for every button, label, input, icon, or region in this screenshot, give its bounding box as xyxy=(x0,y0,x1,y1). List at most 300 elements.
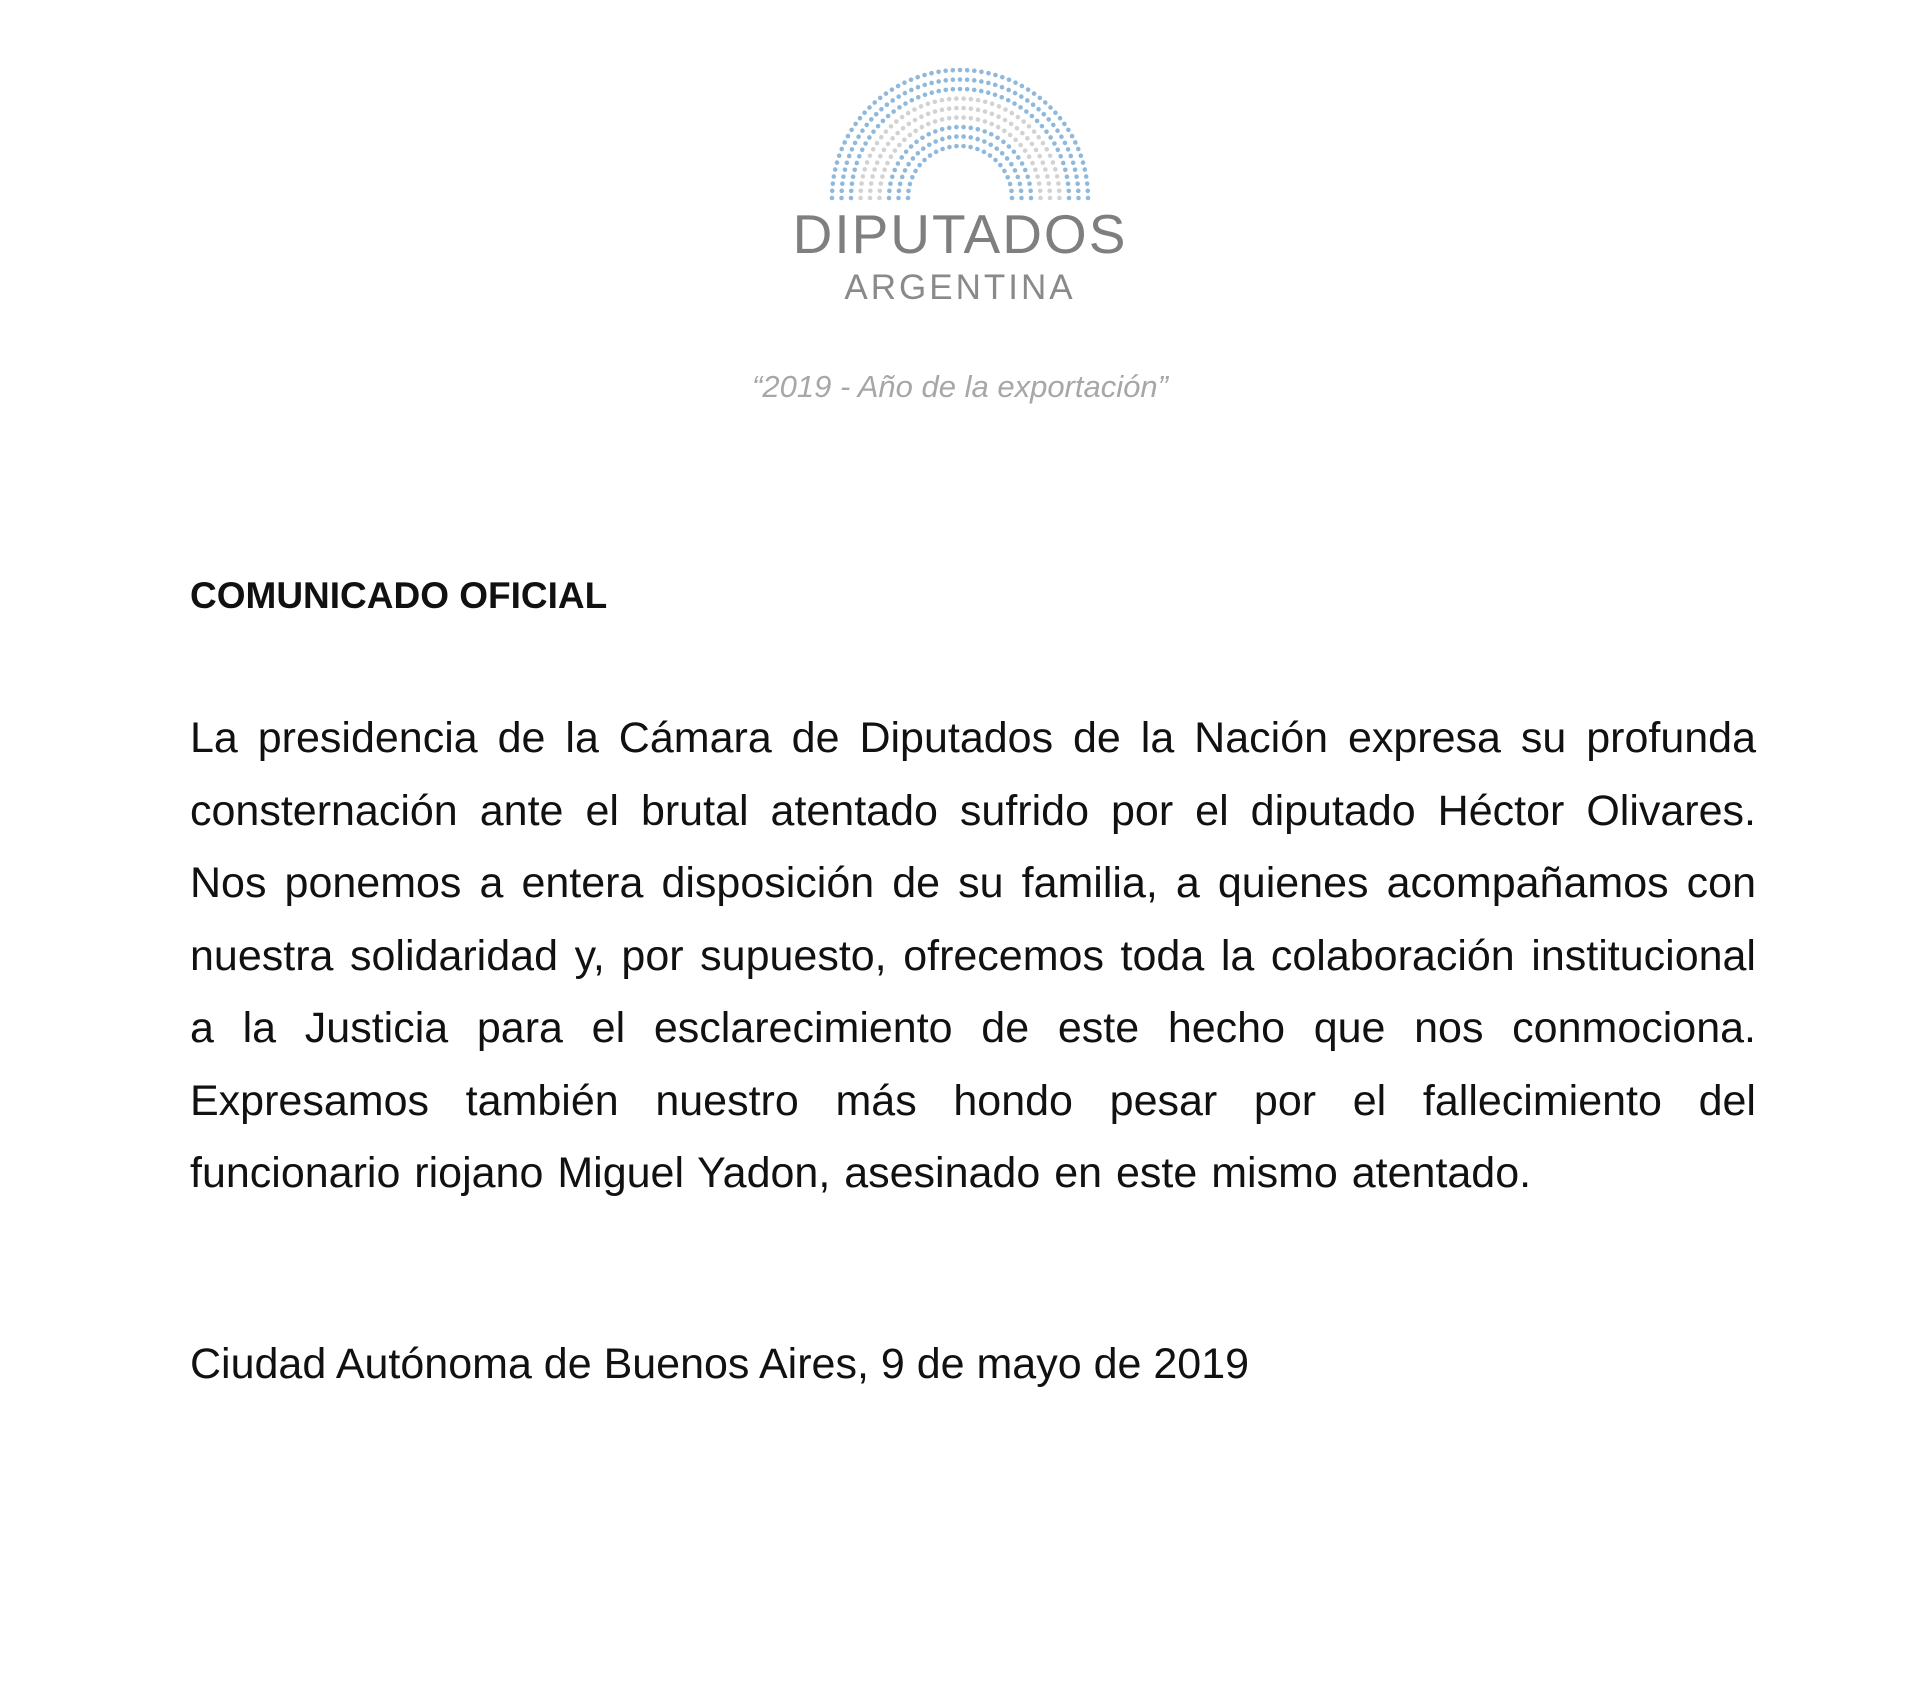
logo-dot xyxy=(965,87,970,92)
logo-dot xyxy=(887,196,892,201)
logo-dot xyxy=(1051,160,1056,165)
logo-dot xyxy=(990,112,995,117)
logo-dot xyxy=(868,196,873,201)
logo-dot xyxy=(1037,154,1042,159)
logo-dot xyxy=(1021,119,1026,124)
logo-dot xyxy=(988,153,993,158)
hemicycle-dots-icon xyxy=(820,62,1100,202)
logo-dot xyxy=(882,148,887,153)
logo-dot xyxy=(841,174,846,179)
logo-dot xyxy=(1007,144,1012,149)
logo-dot xyxy=(1058,154,1063,159)
logo-dot xyxy=(926,102,931,107)
logo-dot xyxy=(849,128,854,133)
logo-dot xyxy=(852,167,857,172)
logo-dot xyxy=(906,111,911,116)
logo-dot xyxy=(902,138,907,143)
logo-dot xyxy=(1000,151,1005,156)
logo-dot xyxy=(1010,111,1015,116)
logo-dot xyxy=(858,188,863,193)
logo-dot xyxy=(919,114,924,119)
logo-dot xyxy=(1066,181,1071,186)
logo-dot xyxy=(1048,135,1053,140)
logo-dot xyxy=(897,143,902,148)
logo-dot xyxy=(902,80,907,85)
logo-dot xyxy=(1035,119,1040,124)
logo-dot xyxy=(916,151,921,156)
logo-dot xyxy=(983,109,988,114)
logo-dot xyxy=(988,142,993,147)
logo-dot xyxy=(965,68,970,73)
logo-dot xyxy=(1032,129,1037,134)
logo-dot xyxy=(874,112,879,117)
logo-dot xyxy=(896,84,901,89)
logo-dot xyxy=(1002,129,1007,134)
logo-dot xyxy=(862,167,867,172)
logo-dot xyxy=(1002,169,1007,174)
logo-dot xyxy=(877,196,882,201)
logo-dot xyxy=(1067,196,1072,201)
logo-dot xyxy=(890,98,895,103)
logo-dot xyxy=(876,124,881,129)
logo-dot xyxy=(969,106,974,111)
document-content xyxy=(190,574,1756,1394)
logo-dot xyxy=(1081,160,1086,165)
logo-dot xyxy=(933,129,938,134)
logo-dot xyxy=(976,127,981,132)
logo-dot xyxy=(896,161,901,166)
logo-dot xyxy=(839,147,844,152)
logo-dot xyxy=(922,83,927,88)
logo-dot xyxy=(884,129,889,134)
logo-dot xyxy=(1003,118,1008,123)
logo-dot xyxy=(875,160,880,165)
logo-dot xyxy=(860,128,865,133)
logo-dot xyxy=(891,109,896,114)
logo-dot xyxy=(1026,87,1031,92)
logo-dot xyxy=(909,88,914,93)
logo-dot xyxy=(1035,174,1040,179)
logo-dot xyxy=(872,100,877,105)
logo-dot xyxy=(929,71,934,76)
logo-dot xyxy=(920,135,925,140)
logo-dot xyxy=(1034,148,1039,153)
logo-dot xyxy=(1076,196,1081,201)
logo-dot xyxy=(1016,115,1021,120)
logo-dot xyxy=(878,181,883,186)
logo-dot xyxy=(914,140,919,145)
logo-dot xyxy=(895,131,900,136)
logo-dot xyxy=(867,105,872,110)
logo-dot xyxy=(1025,98,1030,103)
logo-dot xyxy=(885,102,890,107)
logo-dot xyxy=(1027,181,1032,186)
logo-dot xyxy=(922,158,927,163)
logo-dot xyxy=(842,140,847,145)
logo-dot xyxy=(1025,136,1030,141)
logo-dot xyxy=(900,175,905,180)
logo-dot xyxy=(1037,181,1042,186)
logo-dot xyxy=(996,114,1001,119)
logo-dot xyxy=(986,71,991,76)
logo-dot xyxy=(1073,167,1078,172)
logo-dot xyxy=(1009,162,1014,167)
logo-dot xyxy=(1048,105,1053,110)
logo-dot xyxy=(910,175,915,180)
logo-dot xyxy=(1074,174,1079,179)
logo-dot xyxy=(1025,174,1030,179)
logo-dot xyxy=(830,189,835,194)
logo-dot xyxy=(968,135,973,140)
logo-dot xyxy=(894,119,899,124)
document-body: La presidencia de la Cámara de Diputados de la Nación expresa su profunda consternación ante el brutal atentado sufrido por el diputado Héctor Olivares. Nos ponemos a entera disposición de su familia, a quienes acompañamos con nuestra solidaridad y, por supuesto, ofrecemos toda la colaboración institucional a la Justicia para el esclarecimiento de este hecho que nos conmociona. Expresamos también nuestro más hondo pesar por el fallecimiento del funcionario riojano Miguel Yadon, asesinado en este mismo atentado. xyxy=(190,714,1756,1197)
logo-dot xyxy=(839,196,844,201)
logo-dot xyxy=(1032,91,1037,96)
logo-dot xyxy=(1085,181,1090,186)
logo-dot xyxy=(912,107,917,112)
logo-dot xyxy=(1030,114,1035,119)
logo-dot xyxy=(885,161,890,166)
logo-dot xyxy=(890,136,895,141)
brand-name: DIPUTADOS xyxy=(792,203,1128,265)
logo-dot xyxy=(1051,123,1056,128)
logo-dot xyxy=(1066,147,1071,152)
logo-dot xyxy=(908,182,913,187)
logo-dot xyxy=(1056,181,1061,186)
logo-dot xyxy=(1006,98,1011,103)
logo-dot xyxy=(1033,167,1038,172)
logo-dot xyxy=(1020,131,1025,136)
logo-dot xyxy=(958,87,963,92)
logo-dot xyxy=(1065,174,1070,179)
logo-dot xyxy=(879,107,884,112)
logo-dot xyxy=(940,98,945,103)
logo-dot xyxy=(864,123,869,128)
logo-dot xyxy=(965,77,970,82)
logo-dot xyxy=(995,135,1000,140)
logo-dot xyxy=(1055,174,1060,179)
logo-dot xyxy=(906,196,911,201)
logo-dot xyxy=(997,104,1002,109)
logo-dot xyxy=(858,116,863,121)
logo-dot xyxy=(867,135,872,140)
place-date: Ciudad Autónoma de Buenos Aires, 9 de mayo de 2019 xyxy=(190,1339,1250,1388)
year-motto: “2019 - Año de la exportación” xyxy=(752,369,1168,404)
logo-dot xyxy=(1040,124,1045,129)
logo-dot xyxy=(859,181,864,186)
logo-dot xyxy=(861,174,866,179)
logo-dot xyxy=(1059,134,1064,139)
logo-dot xyxy=(982,150,987,155)
logo-dot xyxy=(1086,189,1091,194)
logo-dot xyxy=(983,99,988,104)
logo-dot xyxy=(969,97,974,102)
logo-dot xyxy=(913,118,918,123)
logo-dot xyxy=(1019,189,1024,194)
logo-dot xyxy=(853,141,858,146)
logo-dot xyxy=(871,129,876,134)
logo-dot xyxy=(1031,102,1036,107)
logo-dot xyxy=(1019,94,1024,99)
logo-dot xyxy=(1071,160,1076,165)
document-title: COMUNICADO OFICIAL xyxy=(190,575,608,616)
logo-dot xyxy=(845,160,850,165)
logo-dot xyxy=(843,167,848,172)
logo-dot xyxy=(1086,196,1091,201)
logo-dot xyxy=(869,181,874,186)
logo-dot xyxy=(1082,167,1087,172)
logo-dot xyxy=(909,77,914,82)
logo-dot xyxy=(1079,153,1084,158)
logo-dot xyxy=(1015,175,1020,180)
logo-dot xyxy=(986,81,991,86)
logo-dot xyxy=(1023,148,1028,153)
logo-dot xyxy=(868,188,873,193)
logo-dot xyxy=(961,134,966,139)
logo-dot xyxy=(893,148,898,153)
logo-dot xyxy=(943,69,948,74)
logo-dot xyxy=(947,126,952,131)
logo-dot xyxy=(920,125,925,130)
logo-dot xyxy=(886,142,891,147)
logo-dot xyxy=(911,156,916,161)
logo-dot xyxy=(1066,128,1071,133)
logo-dot xyxy=(835,160,840,165)
logo-dot xyxy=(1005,175,1010,180)
logo-dot xyxy=(1015,126,1020,131)
logo-dot xyxy=(951,68,956,73)
logo-dot xyxy=(1018,105,1023,110)
logo-dot xyxy=(1012,149,1017,154)
logo-dot xyxy=(1009,189,1014,194)
logo-dot xyxy=(862,110,867,115)
logo-dot xyxy=(892,168,897,173)
logo-dot xyxy=(936,89,941,94)
logo-dot xyxy=(947,116,952,121)
logo-dot xyxy=(865,160,870,165)
logo-dot xyxy=(840,181,845,186)
logo-dot xyxy=(951,77,956,82)
logo-dot xyxy=(940,117,945,122)
logo-dot xyxy=(870,174,875,179)
logo-dot xyxy=(880,174,885,179)
logo-dot xyxy=(1016,155,1021,160)
logo-dot xyxy=(863,141,868,146)
logo-dot xyxy=(1066,189,1071,194)
logo-dot xyxy=(1003,107,1008,112)
logo-dot xyxy=(990,102,995,107)
logo-dot xyxy=(878,96,883,101)
logo-dot xyxy=(929,81,934,86)
logo-dot xyxy=(856,134,861,139)
logo-dot xyxy=(1018,143,1023,148)
logo-dot xyxy=(993,73,998,78)
logo-dot xyxy=(849,196,854,201)
logo-dot xyxy=(976,98,981,103)
logo-dot xyxy=(860,147,865,152)
logo-dot xyxy=(1046,117,1051,122)
logo-dot xyxy=(878,154,883,159)
logo-dot xyxy=(979,70,984,75)
logo-dot xyxy=(881,119,886,124)
logo-dot xyxy=(926,112,931,117)
logo-dot xyxy=(909,98,914,103)
logo-dot xyxy=(954,144,959,149)
logo-dot xyxy=(989,132,994,137)
logo-dot xyxy=(940,108,945,113)
logo-dot xyxy=(916,95,921,100)
logo-dot xyxy=(1006,88,1011,93)
logo-dot xyxy=(903,91,908,96)
logo-dot xyxy=(923,92,928,97)
logo-dot xyxy=(1012,101,1017,106)
logo-dot xyxy=(954,106,959,111)
logo-dot xyxy=(1061,161,1066,166)
logo-dot xyxy=(1044,147,1049,152)
logo-dot xyxy=(1084,174,1089,179)
logo-dot xyxy=(943,78,948,83)
logo-dot xyxy=(954,125,959,130)
logo-dot xyxy=(917,163,922,168)
logo-dot xyxy=(837,153,842,158)
logo-dot xyxy=(1000,85,1005,90)
logo-dot xyxy=(849,189,854,194)
logo-dot xyxy=(1055,128,1060,133)
logo-dot xyxy=(933,99,938,104)
logo-dot xyxy=(1058,116,1063,121)
brand-country: ARGENTINA xyxy=(844,268,1076,307)
logo-dot xyxy=(954,115,959,120)
logo-dot xyxy=(951,87,956,92)
logo-dot xyxy=(908,133,913,138)
logo-dot xyxy=(887,189,892,194)
logo-dot xyxy=(926,132,931,137)
logo-dot xyxy=(831,181,836,186)
logo-dot xyxy=(896,94,901,99)
logo-dot xyxy=(947,97,952,102)
logo-dot xyxy=(958,77,963,82)
logo-dot xyxy=(975,147,980,152)
logo-dot xyxy=(897,189,902,194)
logo-dot xyxy=(857,154,862,159)
logo-dot xyxy=(979,79,984,84)
logo-dot xyxy=(921,146,926,151)
logo-dot xyxy=(1010,196,1015,201)
logo-dot xyxy=(889,124,894,129)
logo-dot xyxy=(847,154,852,159)
logo-dot xyxy=(896,196,901,201)
logo-dot xyxy=(947,135,952,140)
logo-dot xyxy=(904,149,909,154)
logo-dot xyxy=(909,144,914,149)
logo-dot xyxy=(933,109,938,114)
logo-dot xyxy=(839,189,844,194)
logo-dot xyxy=(875,141,880,146)
logo-dot xyxy=(943,88,948,93)
logo-dot xyxy=(1057,188,1062,193)
logo-dot xyxy=(1028,189,1033,194)
logo-dot xyxy=(846,134,851,139)
logo-dot xyxy=(926,122,931,127)
logo-dot xyxy=(830,196,835,201)
logo-dot xyxy=(975,137,980,142)
logo-dot xyxy=(1063,167,1068,172)
logo-dot xyxy=(982,129,987,134)
logo-dot xyxy=(1020,84,1025,89)
logo-dot xyxy=(979,89,984,94)
logo-dot xyxy=(968,145,973,150)
logo-dot xyxy=(1036,135,1041,140)
logo-dot xyxy=(936,79,941,84)
logo-dot xyxy=(901,126,906,131)
logo-dot xyxy=(890,174,895,179)
logo-dot xyxy=(1063,141,1068,146)
logo-dot xyxy=(903,101,908,106)
logo-dot xyxy=(994,146,999,151)
logo-dot xyxy=(850,181,855,186)
logo-dot xyxy=(884,91,889,96)
logo-dot xyxy=(889,154,894,159)
logo-dot xyxy=(1055,147,1060,152)
logo-dot xyxy=(1008,182,1013,187)
logo-dot xyxy=(1038,196,1043,201)
logo-dot xyxy=(986,90,991,95)
logo-dot xyxy=(1018,182,1023,187)
logo-dot xyxy=(976,108,981,113)
logo-dot xyxy=(998,163,1003,168)
logo-dot xyxy=(934,150,939,155)
logo-dot xyxy=(961,125,966,130)
logo-dot xyxy=(933,119,938,124)
logo-dot xyxy=(1047,181,1052,186)
logo-dot xyxy=(897,105,902,110)
logo-dot xyxy=(1075,181,1080,186)
logo-dot xyxy=(972,88,977,93)
logo-dot xyxy=(899,155,904,160)
logo-dot xyxy=(851,174,856,179)
logo-dot xyxy=(954,134,959,139)
logo-dot xyxy=(1007,77,1012,82)
logo-dot xyxy=(906,189,911,194)
logo-dot xyxy=(858,196,863,201)
logo-dot xyxy=(993,158,998,163)
logo-dot xyxy=(961,106,966,111)
logo-dot xyxy=(1030,142,1035,147)
logo-dot xyxy=(929,90,934,95)
logo-dot xyxy=(1076,147,1081,152)
logo-dot xyxy=(1047,188,1052,193)
logo-dot xyxy=(1013,91,1018,96)
logo-dot xyxy=(958,68,963,73)
logo-dot xyxy=(1019,196,1024,201)
logo-dot xyxy=(1001,140,1006,145)
logo-dot xyxy=(1038,188,1043,193)
logo-dot xyxy=(1048,196,1053,201)
logo-dot xyxy=(913,169,918,174)
logo-dot xyxy=(996,125,1001,130)
logo-dot xyxy=(961,115,966,120)
logo-dot xyxy=(1027,124,1032,129)
logo-dot xyxy=(961,144,966,149)
logo-dot xyxy=(903,168,908,173)
logo-dot xyxy=(940,127,945,132)
logo-dot xyxy=(1057,196,1062,201)
logo-dot xyxy=(1036,107,1041,112)
logo-dot xyxy=(833,167,838,172)
logo-dot xyxy=(1013,138,1018,143)
logo-dot xyxy=(1009,122,1014,127)
logo-dot xyxy=(878,188,883,193)
